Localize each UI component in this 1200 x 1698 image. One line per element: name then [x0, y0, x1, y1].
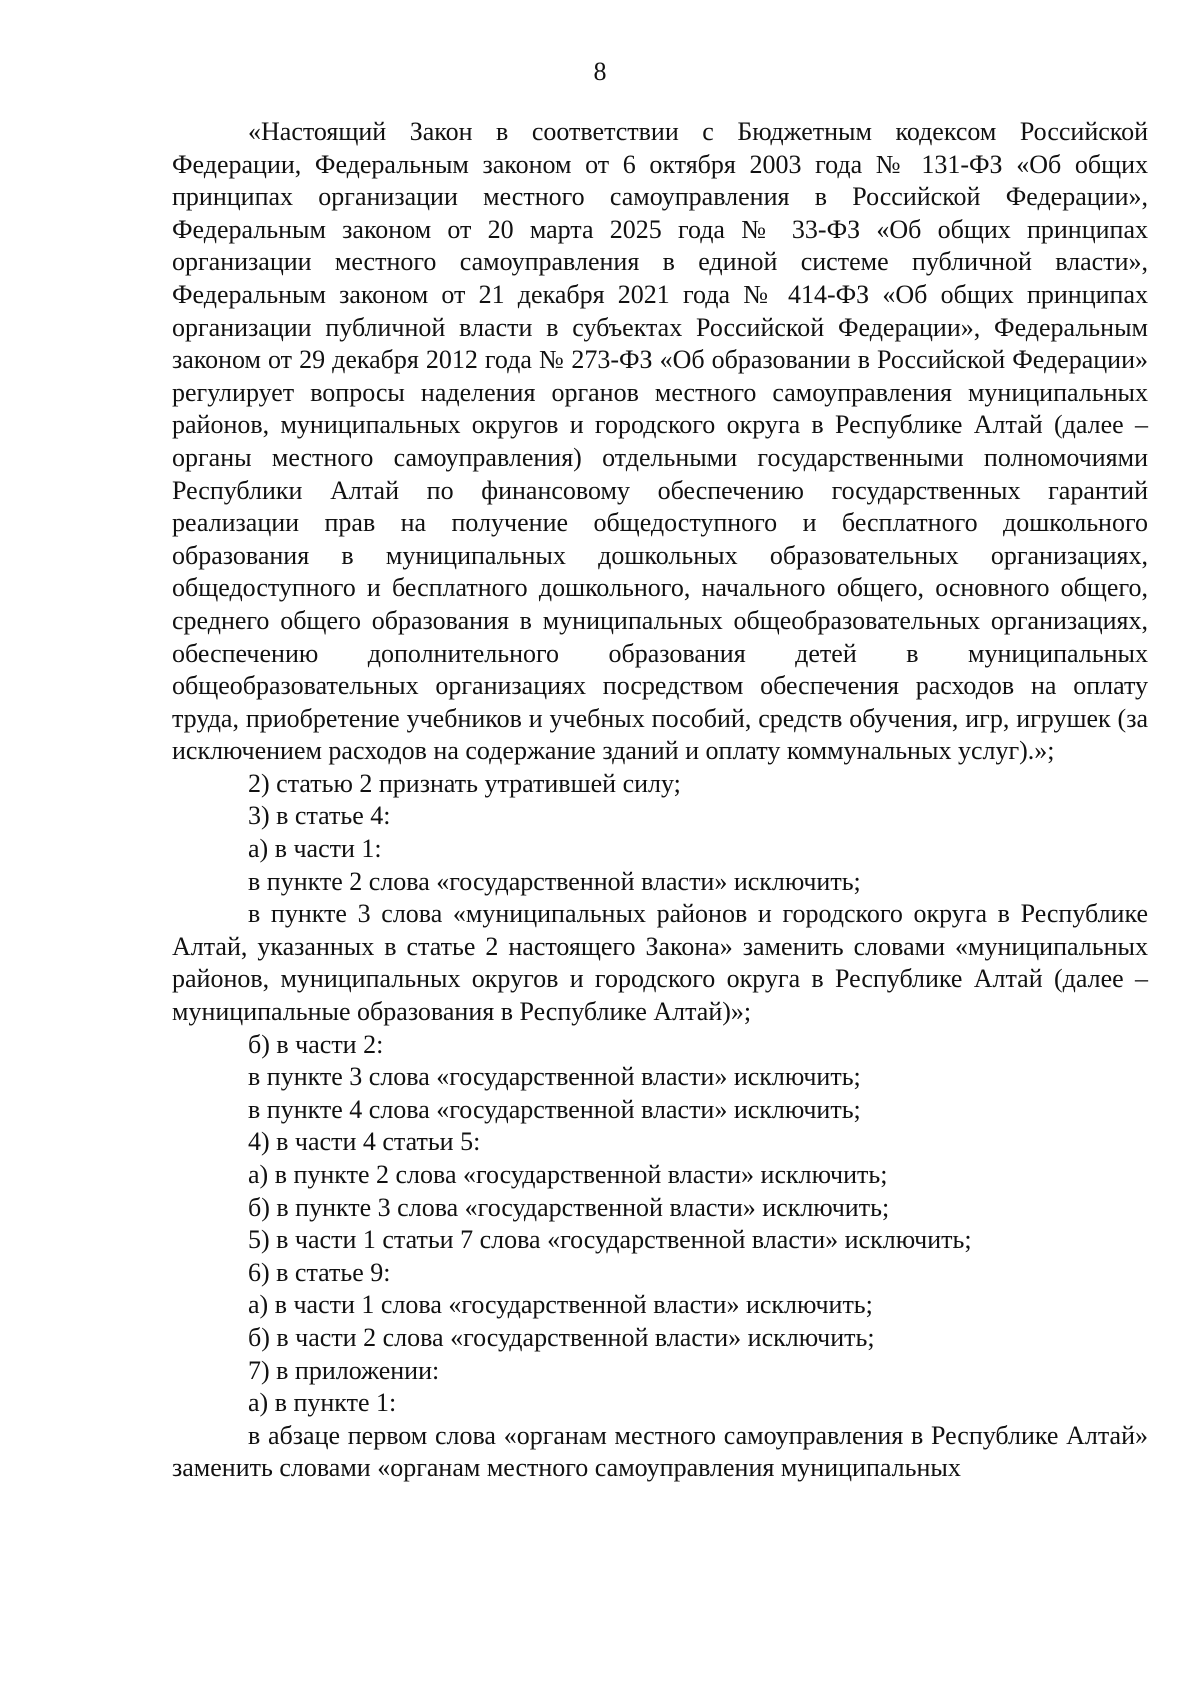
paragraph-item-3a-point-2: в пункте 2 слова «государственной власти» исключить; — [248, 866, 861, 896]
paragraph-item-7a-abzac-1: в абзаце первом слова «органам местного самоуправления в Республике Алтай» заменить словами «органам местного самоуправления муниципальных — [172, 1420, 1148, 1483]
paragraph-item-7: 7) в приложении: — [248, 1355, 440, 1385]
paragraph-item-3: 3) в статье 4: — [248, 801, 391, 831]
page-number: 8 — [593, 57, 607, 86]
paragraph-item-5: 5) в части 1 статьи 7 слова «государственной власти» исключить; — [248, 1225, 972, 1255]
paragraph-item-7a: а) в пункте 1: — [248, 1388, 397, 1418]
paragraph-item-3b-point-4: в пункте 4 слова «государственной власти» исключить; — [248, 1094, 861, 1124]
paragraph-item-4: 4) в части 4 статьи 5: — [248, 1127, 481, 1157]
paragraph-item-6a: а) в части 1 слова «государственной власти» исключить; — [248, 1290, 873, 1320]
paragraph-item-2: 2) статью 2 признать утратившей силу; — [248, 768, 681, 798]
paragraph-item-3a-point-3: в пункте 3 слова «муниципальных районов и городского округа в Республике Алтай, указанных в статье 2 настоящего Закона» заменить словами «муниципальных районов, муниципальных округов и городского округа в Республике Алтай (далее – муниципальные образования в Республике Алтай)»; — [172, 899, 1148, 1027]
paragraph-item-4b: б) в пункте 3 слова «государственной власти» исключить; — [248, 1192, 890, 1222]
paragraph-item-3b: б) в части 2: — [248, 1029, 384, 1059]
document-body — [172, 116, 1148, 1485]
paragraph-item-6: 6) в статье 9: — [248, 1257, 391, 1287]
paragraph-item-3b-point-3: в пункте 3 слова «государственной власти» исключить; — [248, 1062, 861, 1092]
paragraph-item-6b: б) в части 2 слова «государственной власти» исключить; — [248, 1322, 875, 1352]
paragraph-item-3a: а) в части 1: — [248, 834, 382, 864]
paragraph-item-4a: а) в пункте 2 слова «государственной власти» исключить; — [248, 1160, 888, 1189]
paragraph-law-scope: «Настоящий Закон в соответствии с Бюджетным кодексом Российской Федерации, Федеральным законом от 6 октября 2003 года № 131-ФЗ «Об общих принципах организации местного самоуправления в Российской Федерации», Федеральным законом от 20 марта 2025 года № 33-ФЗ «Об общих принципах организации местного самоуправления в единой системе публичной власти», Федеральным законом от 21 декабря 2021 года № 414-ФЗ «Об общих принципах организации публичной власти в субъектах Российской Федерации», Федеральным законом от 29 декабря 2012 года № 273-ФЗ «Об образовании в Российской Федерации» регулирует вопросы наделения органов местного самоуправления муниципальных районов, муниципальных округов и городского округа в Республике Алтай (далее – органы местного самоуправления) отдельными государственными полномочиями Республики Алтай по финансовому обеспечению государственных гарантий реализации прав на получение общедоступного и бесплатного дошкольного образования в муниципальных дошкольных образовательных организациях, общедоступного и бесплатного дошкольного, начального общего, основного общего, среднего общего образования в муниципальных общеобразовательных организациях, обеспечению дополнительного образования детей в муниципальных общеобразовательных организациях посредством обеспечения расходов на оплату труда, приобретение учебников и учебных пособий, средств обучения, игр, игрушек (за исключением расходов на содержание зданий и оплату коммунальных услуг).»; — [172, 117, 1148, 766]
